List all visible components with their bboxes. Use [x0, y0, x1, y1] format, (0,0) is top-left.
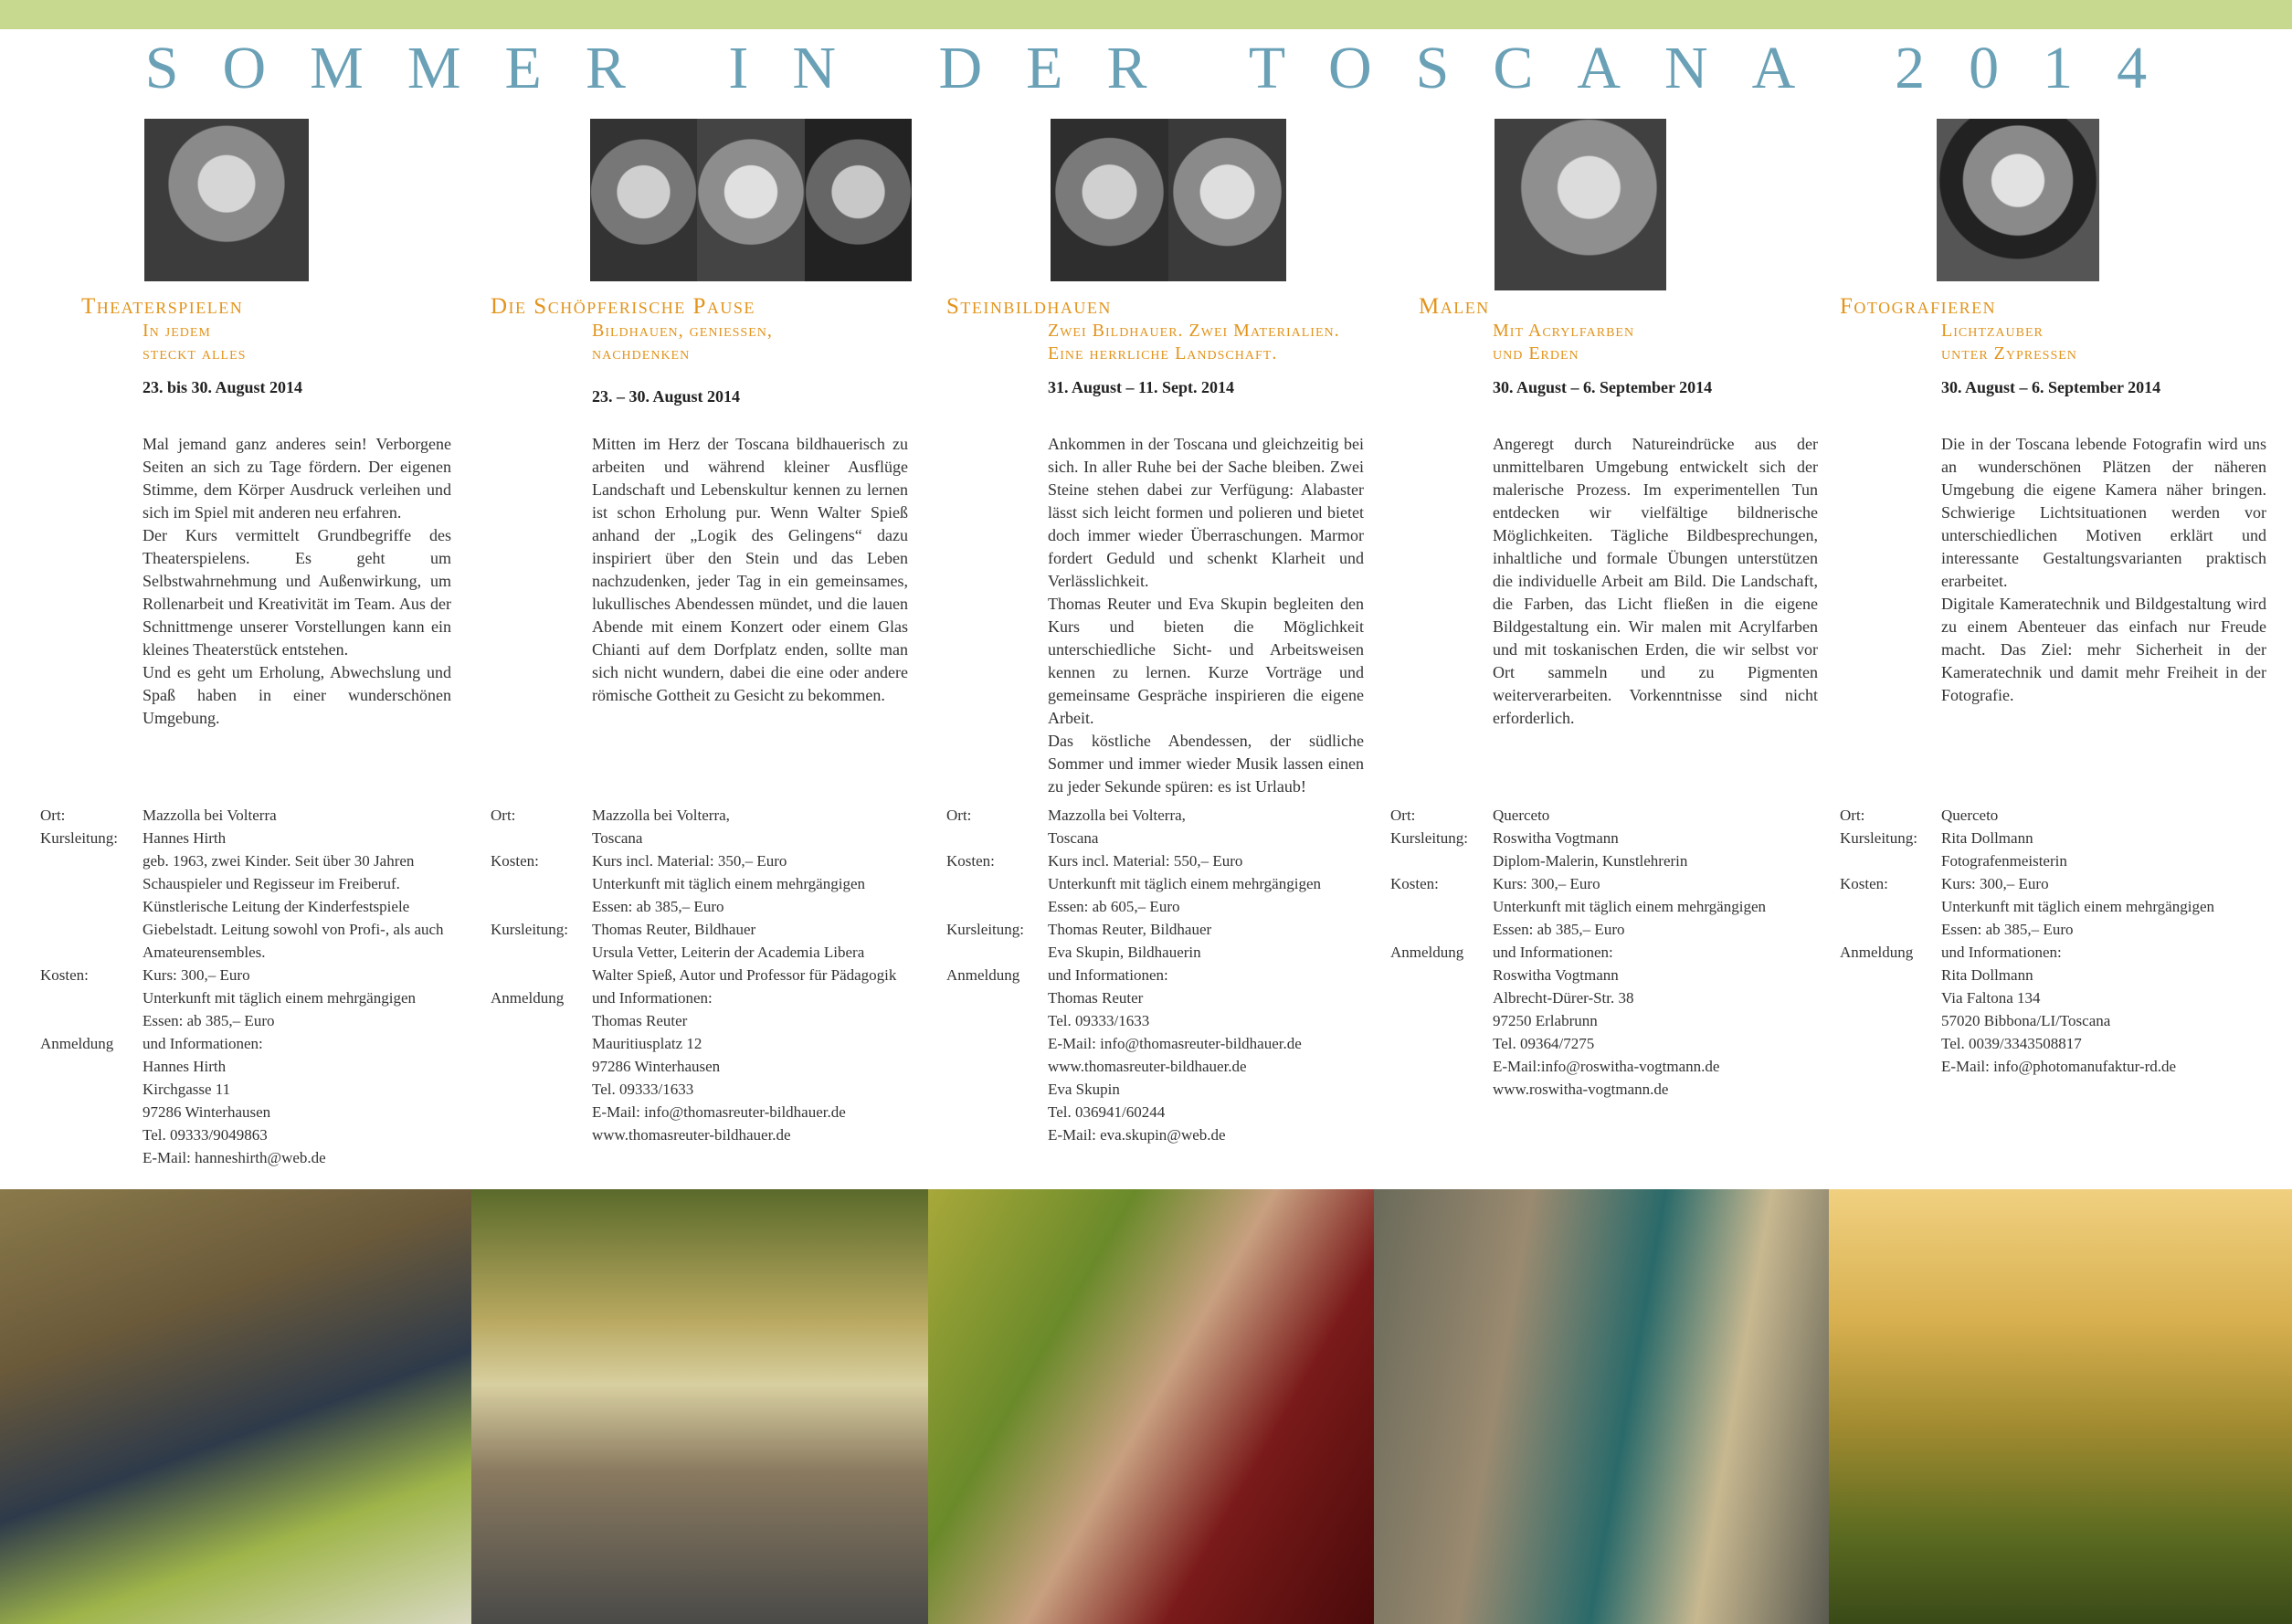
- course-title: Steinbildhauen: [946, 294, 1112, 319]
- deckchair-photo: [471, 1189, 928, 1624]
- sculptor-hand-photo: [928, 1189, 1374, 1624]
- info-label: Ort:: [40, 807, 66, 824]
- info-value: Kurs: 300,– Euro Unterkunft mit täglich einem mehrgängigen Essen: ab 385,– Euro: [1941, 875, 2214, 938]
- course-info: [1390, 804, 1820, 1101]
- course-info: [491, 804, 920, 1146]
- top-color-bar: [0, 0, 2292, 29]
- info-label: Kursleitung:: [946, 921, 1024, 938]
- info-value: Hannes Hirth geb. 1963, zwei Kinder. Seit über 30 Jahren Schauspieler und Regisseur im Freiberuf. Künstlerische Leitung der Kinderfestspiele Giebelstadt. Leitung sowohl von Profi-, als auch Amateurensembles.: [143, 829, 444, 961]
- info-value: Mazzolla bei Volterra, Toscana: [1048, 807, 1186, 847]
- info-label: Ort:: [946, 807, 972, 824]
- info-value: und Informationen: Thomas Reuter Tel. 09333/1633 E-Mail: info@thomasreuter-bildhauer.de www.thomasreuter-bildhauer.de Eva Skupin Tel. 036941/60244 E-Mail: eva.skupin@web.de: [1048, 966, 1302, 1144]
- info-label: Kursleitung:: [1390, 829, 1468, 847]
- course-title: Malen: [1419, 294, 1490, 319]
- info-label: Ort:: [1390, 807, 1416, 824]
- course-title: Die Schöpferische Pause: [491, 294, 755, 319]
- course-date: 30. August – 6. September 2014: [1941, 378, 2161, 396]
- course-subtitle: Lichtzauber unter Zypressen: [1941, 321, 2077, 364]
- info-label: Kursleitung:: [1840, 829, 1917, 847]
- portrait-photo: [1051, 119, 1286, 281]
- info-label: Kursleitung:: [40, 829, 118, 847]
- course-date: 23. – 30. August 2014: [592, 387, 741, 406]
- course-date: 30. August – 6. September 2014: [1493, 378, 1713, 396]
- course-description: Angeregt durch Natureindrücke aus der unmittelbaren Umgebung entwickelt sich der malerische Prozess. Im experimentellen Tun entdecken wir vielfältige bildnerische Möglichkeiten. Tägliche Bildbesprechungen, inhaltliche und formale Übungen unterstützen die individuelle Arbeit am Bild. Die Landschaft, die Farben, das Licht fließen in die eigene Bildgestaltung ein. Wir malen mit Acrylfarben und mit toskanischen Erden, die wir selbst vor Ort sammeln und zu Pigmenten weiterverarbeiten. Vorkenntnisse sind nicht erforderlich.: [1493, 435, 1818, 727]
- info-value: und Informationen: Thomas Reuter Mauritiusplatz 12 97286 Winterhausen Tel. 09333/1633 E-Mail: info@thomasreuter-bildhauer.de www.thomasreuter-bildhauer.de: [592, 989, 846, 1144]
- paint-brushes-photo: [1374, 1189, 1829, 1624]
- tuscany-landscape-photo: [1829, 1189, 2292, 1624]
- course-info: [1840, 804, 2269, 1078]
- info-label: Kosten:: [1390, 875, 1439, 892]
- info-value: Kurs incl. Material: 550,– Euro Unterkunft mit täglich einem mehrgängigen Essen: ab 605,– Euro: [1048, 852, 1321, 915]
- portrait-photo: [590, 119, 912, 281]
- course-subtitle: Zwei Bildhauer. Zwei Materialien. Eine herrliche Landschaft.: [1048, 321, 1340, 364]
- info-value: und Informationen: Rita Dollmann Via Faltona 134 57020 Bibbona/LI/Toscana Tel. 0039/3343508817 E-Mail: info@photomanufaktur-rd.de: [1941, 944, 2177, 1075]
- course-description: Mal jemand ganz anderes sein! Verborgene Seiten an sich zu Tage fördern. Der eigenen Stimme, dem Körper Ausdruck verleihen und sich im Spiel mit anderen neu erfahren. Der Kurs vermittelt Grundbegriffe des Theaterspielens. Es geht um Selbstwahrnehmung und Außenwirkung, um Rollenarbeit und Kreativität im Team. Aus der Schnittmenge unserer Vorstellungen kann ein kleines Theaterstück entstehen. Und es geht um Erholung, Abwechslung und Spaß haben in einer wunderschönen Umgebung.: [143, 435, 451, 727]
- info-label: Kosten:: [1840, 875, 1888, 892]
- info-value: Querceto: [1493, 807, 1550, 824]
- course-description: Die in der Toscana lebende Fotografin wird uns an wunderschönen Plätzen der näheren Umgebung die eigene Kamera näher bringen. Schwierige Lichtsituationen werden vor unterschiedlichen Motiven erklärt und interessante Gestaltungsvarianten praktisch erarbeitet. Digitale Kameratechnik und Bildgestaltung wird zu einem Abenteuer das einfach nur Freude macht. Das Ziel: mehr Sicherheit in der Kameratechnik und damit mehr Freiheit in der Fotografie.: [1941, 435, 2266, 704]
- info-label: Anmeldung: [40, 1035, 114, 1052]
- info-value: Kurs: 300,– Euro Unterkunft mit täglich einem mehrgängigen Essen: ab 385,– Euro: [143, 966, 416, 1029]
- info-label: Ort:: [491, 807, 516, 824]
- info-value: Querceto: [1941, 807, 1999, 824]
- info-label: Kursleitung:: [491, 921, 568, 938]
- course-description: Ankommen in der Toscana und gleichzeitig bei sich. In aller Ruhe bei der Sache bleiben. Zwei Steine stehen dabei zur Verfügung: Alabaster lässt sich leicht formen und polieren und bietet doch immer wieder Überraschungen. Marmor fordert Geduld und schenkt Klarheit und Verlässlichkeit. Thomas Reuter und Eva Skupin begleiten den Kurs und bieten die Möglichkeit unterschiedliche Sicht- und Arbeitsweisen kennen zu lernen. Kurze Vorträge und gemeinsame Gespräche inspirieren die eigene Arbeit. Das köstliche Abendessen, der südliche Sommer und immer wieder Musik lassen einen zu jeder Sekunde spüren: es ist Urlaub!: [1048, 435, 1364, 796]
- info-value: Mazzolla bei Volterra: [143, 807, 277, 824]
- info-value: Roswitha Vogtmann Diplom-Malerin, Kunstlehrerin: [1493, 829, 1688, 870]
- info-label: Anmeldung: [1840, 944, 1914, 961]
- info-label: Anmeldung: [946, 966, 1020, 984]
- course-date: 23. bis 30. August 2014: [143, 378, 303, 396]
- course-title: Fotografieren: [1840, 294, 1997, 319]
- info-value: Rita Dollmann Fotografenmeisterin: [1941, 829, 2067, 870]
- course-title: Theaterspielen: [81, 294, 244, 319]
- info-value: Kurs incl. Material: 350,– Euro Unterkunft mit täglich einem mehrgängigen Essen: ab 385,– Euro: [592, 852, 865, 915]
- theater-actors-photo: [0, 1189, 471, 1624]
- course-subtitle: Mit Acrylfarben und Erden: [1493, 321, 1635, 364]
- info-label: Anmeldung: [1390, 944, 1464, 961]
- info-label: Kosten:: [491, 852, 539, 870]
- info-value: Thomas Reuter, Bildhauer Ursula Vetter, Leiterin der Academia Libera Walter Spieß, Autor und Professor für Pädagogik: [592, 921, 897, 984]
- info-label: Kosten:: [946, 852, 995, 870]
- course-info: [946, 804, 1376, 1146]
- info-value: und Informationen: Roswitha Vogtmann Albrecht-Dürer-Str. 38 97250 Erlabrunn Tel. 09364/7275 E-Mail:info@roswitha-vogtmann.de www.roswitha-vogtmann.de: [1493, 944, 1720, 1098]
- course-info: [40, 804, 460, 1169]
- info-label: Kosten:: [40, 966, 89, 984]
- page-title: SOMMER IN DER TOSCANA 2014: [144, 35, 2192, 101]
- info-label: Ort:: [1840, 807, 1865, 824]
- portrait-photo: [1937, 119, 2099, 281]
- course-description: Mitten im Herz der Toscana bildhauerisch zu arbeiten und während kleiner Ausflüge Landschaft und Lebenskultur kennen zu lernen ist schon Erholung pur. Wenn Walter Spieß anhand der „Logik des Gelingens“ dazu inspiriert über den Stein und das Leben nachzudenken, jeder Tag in ein gemeinsames, lukullisches Abendessen mündet, und die lauen Abende mit einem Konzert oder einem Glas Chianti auf dem Dorfplatz enden, sollte man sich nicht wundern, dabei die eine oder andere römische Gottheit zu Gesicht zu bekommen.: [592, 435, 908, 704]
- info-value: Kurs: 300,– Euro Unterkunft mit täglich einem mehrgängigen Essen: ab 385,– Euro: [1493, 875, 1766, 938]
- info-value: und Informationen: Hannes Hirth Kirchgasse 11 97286 Winterhausen Tel. 09333/9049863 E-Mail: hanneshirth@web.de: [143, 1035, 326, 1166]
- info-label: Anmeldung: [491, 989, 565, 1007]
- course-subtitle: Bildhauen, geniessen, nachdenken: [592, 321, 773, 364]
- course-date: 31. August – 11. Sept. 2014: [1048, 378, 1235, 396]
- course-subtitle: In jedem steckt alles: [143, 321, 247, 364]
- photo-strip: [0, 1189, 2292, 1624]
- info-value: Mazzolla bei Volterra, Toscana: [592, 807, 730, 847]
- info-value: Thomas Reuter, Bildhauer Eva Skupin, Bildhauerin: [1048, 921, 1212, 961]
- portrait-photo: [1495, 119, 1666, 290]
- portrait-photo: [144, 119, 309, 281]
